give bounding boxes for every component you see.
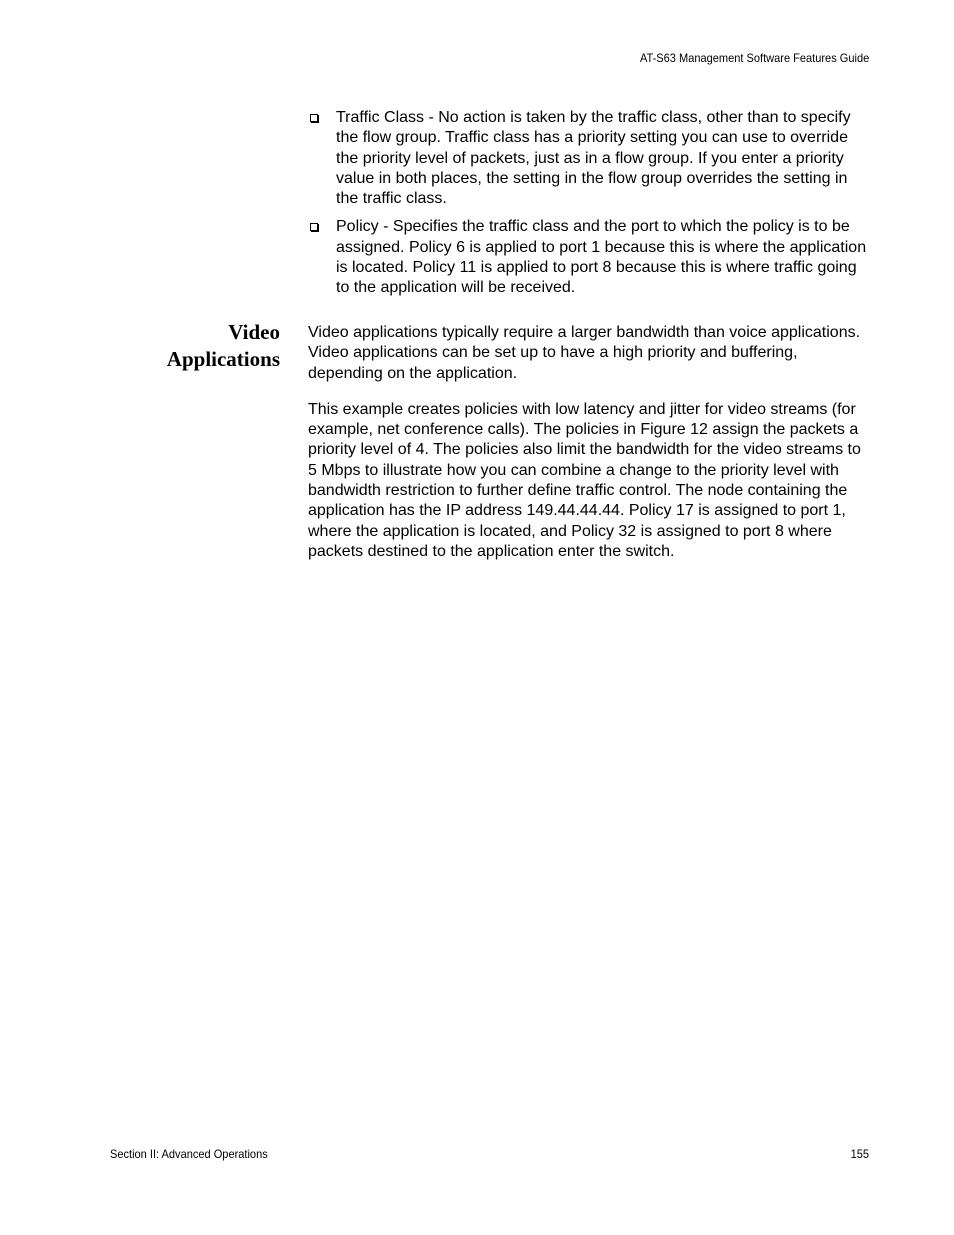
section-heading-line2: Applications — [166, 347, 280, 371]
body-paragraph: Video applications typically require a larger bandwidth than voice applications. Video applications can be set up to have a high priority and buffering, depending on the application. — [308, 324, 861, 382]
checkbox-bullet-icon — [310, 114, 318, 122]
running-header-title: AT-S63 Management Software Features Guide — [639, 51, 869, 65]
section-body — [308, 323, 870, 578]
bullet-list — [308, 108, 870, 307]
bullet-item-traffic-class — [308, 108, 870, 209]
section-heading-line1: Video — [228, 320, 280, 344]
section-heading — [167, 319, 280, 373]
bullet-text: Traffic Class - No action is taken by the traffic class, other than to specify the flow group. Traffic class has a priority setting you can use to override the priority level of packets, just as in a flow group. If you enter a priority value in both places, the setting in the flow group overrides the setting in the traffic class. — [336, 109, 851, 208]
body-paragraph: This example creates policies with low latency and jitter for video streams (for example, net conference calls). The policies in Figure 12 assign the packets a priority level of 4. The policies also limit the bandwidth for the video streams to 5 Mbps to illustrate how you can combine a change to the priority level with bandwidth restriction to further define traffic control. The node containing the application has the IP address 149.44.44.44. Policy 17 is assigned to port 1, where the application is located, and Policy 32 is assigned to port 8 where packets destined to the application enter the switch. — [308, 400, 861, 560]
checkbox-bullet-icon — [310, 223, 318, 231]
bullet-text: Policy - Specifies the traffic class and the port to which the policy is to be assigned. Policy 6 is applied to port 1 because this is where the application is located. Policy 11 is applied to port 8 because this is where traffic going to the application will be received. — [336, 218, 867, 297]
footer-page-number: 155 — [850, 1147, 869, 1161]
footer-section-label: Section II: Advanced Operations — [110, 1147, 268, 1161]
bullet-item-policy — [308, 217, 870, 298]
